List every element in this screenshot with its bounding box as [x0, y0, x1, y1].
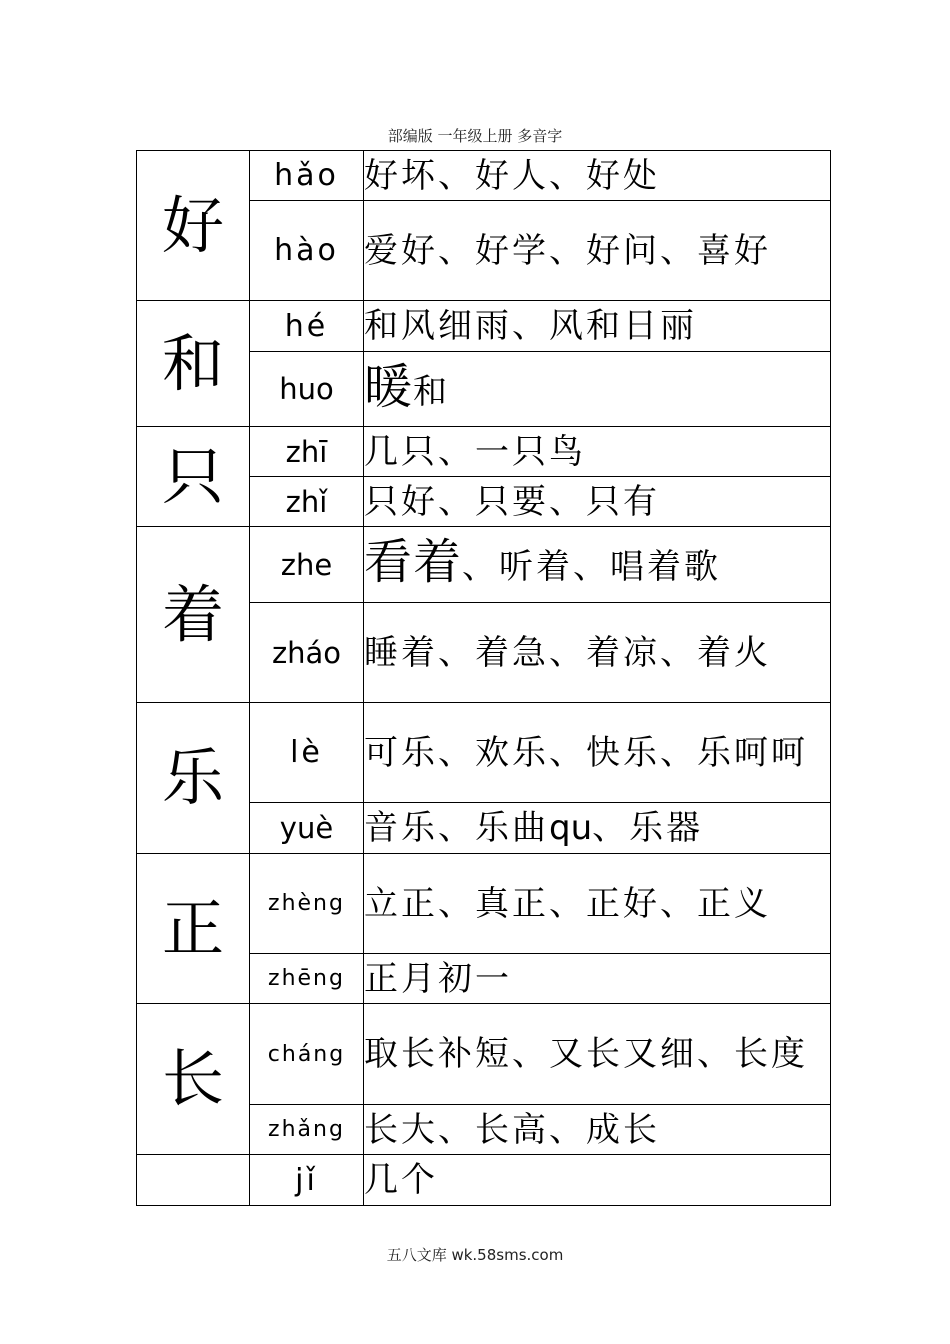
words-cell — [364, 352, 831, 427]
pinyin-cell: hǎo — [250, 151, 364, 201]
table-row — [137, 527, 831, 603]
pinyin-cell: zhe — [250, 527, 364, 603]
emphasized-word: 暖 — [364, 358, 414, 415]
pinyin-cell: zhǐ — [250, 477, 364, 527]
character-cell: 好 — [137, 151, 250, 301]
table-row — [137, 854, 831, 954]
character-cell: 和 — [137, 301, 250, 427]
pinyin-cell: yuè — [250, 803, 364, 854]
pinyin-cell: hào — [250, 201, 364, 301]
words-cell: 几只、一只鸟 — [364, 427, 831, 477]
character-cell: 着 — [137, 527, 250, 703]
words-cell — [364, 527, 831, 603]
word-text: 音乐、乐曲 — [364, 808, 549, 848]
page-header: 部编版 一年级上册 多音字 — [387, 127, 563, 145]
pinyin-cell: jǐ — [250, 1155, 364, 1206]
character-cell — [137, 1155, 250, 1206]
table-row — [137, 151, 831, 201]
word-text: 和 — [413, 371, 451, 412]
table-row — [137, 703, 831, 803]
character-cell: 长 — [137, 1004, 250, 1155]
table-row — [137, 1004, 831, 1105]
pinyin-cell: lè — [250, 703, 364, 803]
pinyin-cell: zhī — [250, 427, 364, 477]
words-cell: 立正、真正、正好、正义 — [364, 854, 831, 954]
character-cell: 乐 — [137, 703, 250, 854]
words-cell: 可乐、欢乐、快乐、乐呵呵 — [364, 703, 831, 803]
word-text: 、听着、唱着歌 — [462, 547, 722, 587]
pinyin-cell: cháng — [250, 1004, 364, 1105]
pinyin-cell: zhēng — [250, 954, 364, 1004]
words-cell: 几个 — [364, 1155, 831, 1206]
words-cell: 长大、长高、成长 — [364, 1105, 831, 1155]
words-cell: 只好、只要、只有 — [364, 477, 831, 527]
pinyin-cell: zháo — [250, 603, 364, 703]
words-cell: 和风细雨、风和日丽 — [364, 301, 831, 352]
pinyin-cell: hé — [250, 301, 364, 352]
words-cell: 正月初一 — [364, 954, 831, 1004]
words-cell: 睡着、着急、着凉、着火 — [364, 603, 831, 703]
emphasized-word: 看着 — [364, 534, 463, 590]
character-cell: 正 — [137, 854, 250, 1004]
pinyin-cell: huo — [250, 352, 364, 427]
table-row — [137, 301, 831, 352]
words-cell: 好坏、好人、好处 — [364, 151, 831, 201]
pinyin-cell: zhèng — [250, 854, 364, 954]
character-cell: 只 — [137, 427, 250, 527]
word-latin: qu — [549, 808, 593, 848]
table-row — [137, 1155, 831, 1206]
page-footer: 五八文库 wk.58sms.com — [386, 1246, 564, 1264]
polyphonic-table — [136, 150, 831, 1206]
words-cell: 爱好、好学、好问、喜好 — [364, 201, 831, 301]
pinyin-cell: zhǎng — [250, 1105, 364, 1155]
table-row — [137, 427, 831, 477]
word-text: 、乐器 — [592, 808, 704, 848]
words-cell — [364, 803, 831, 854]
words-cell: 取长补短、又长又细、长度 — [364, 1004, 831, 1105]
